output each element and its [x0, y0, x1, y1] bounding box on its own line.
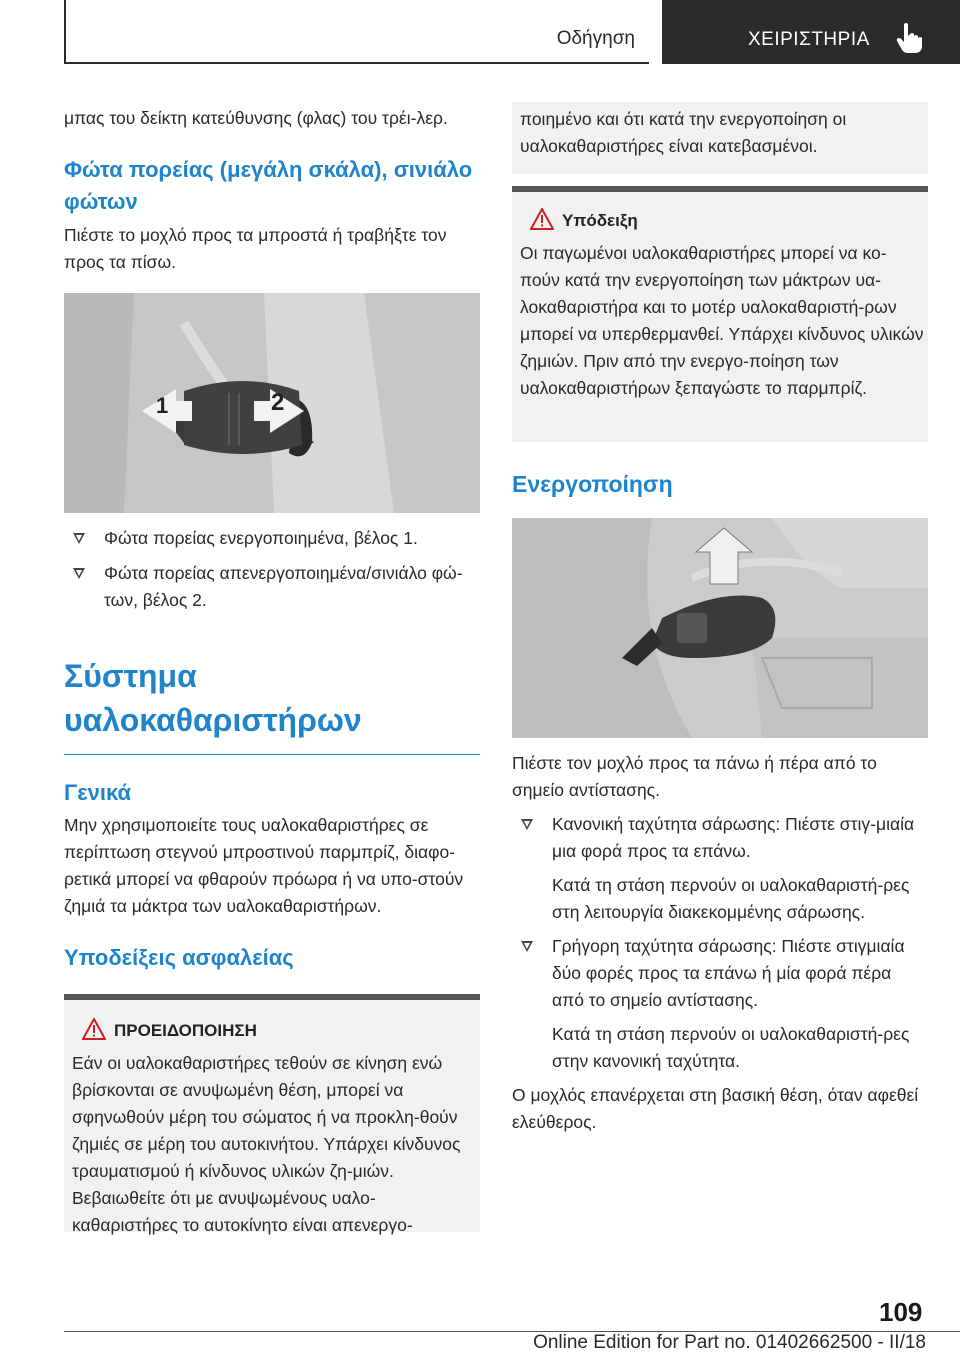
activation-text: Πιέστε τον μοχλό προς τα πάνω ή πέρα από το σημείο αντίστασης. — [512, 753, 877, 800]
list-item: Φώτα πορείας απενεργοποιημένα/σινιάλο φώ-των, βέλος 2. — [64, 560, 480, 614]
triangle-bullet-icon — [521, 819, 533, 830]
warning-triangle-icon — [82, 1018, 106, 1040]
note-text: Οι παγωμένοι υαλοκαθαριστήρες μπορεί να κο-πούν κατά την ενεργοποίηση των μάκτρων υα-λοκαθαριστήρα και το μοτέρ υαλοκαθαριστή-ρων μπορεί να υπερθερμανθεί. Υπάρχει κίνδυνος υλικών ζημιών. Πριν από την ενεργο-ποίηση των υαλοκαθαριστήρων ξεπαγώστε το παρμπρίζ. — [520, 243, 924, 398]
triangle-bullet-icon — [73, 568, 85, 579]
note-box — [512, 192, 928, 442]
bullet-note: Κατά τη στάση περνούν οι υαλοκαθαριστή-ρες στην κανονική ταχύτητα. — [552, 1024, 910, 1071]
bullet-note: Κατά τη στάση περνούν οι υαλοκαθαριστή-ρες στη λειτουργία διακεκομμένης σάρωσης. — [552, 875, 910, 922]
high-beam-heading: Φώτα πορείας (μεγάλη σκάλα), σινιάλο φώτων — [64, 157, 473, 214]
triangle-bullet-icon — [521, 941, 533, 952]
activation-heading: Ενεργοποίηση — [512, 471, 673, 497]
header-section-box — [64, 0, 649, 64]
page-number: 109 — [879, 1297, 923, 1327]
list-item: Φώτα πορείας ενεργοποιημένα, βέλος 1. — [64, 525, 480, 552]
arrow-label-2: 2 — [271, 389, 285, 416]
footer-edition: Online Edition for Part no. 01402662500 - II/18 — [533, 1332, 926, 1353]
warning-title: ΠΡΟΕΙΔΟΠΟΙΗΣΗ — [114, 1021, 257, 1040]
closing-text: Ο μοχλός επανέρχεται στη βασική θέση, όταν αφεθεί ελεύθερος. — [512, 1085, 919, 1132]
warning-title-row — [72, 1018, 476, 1044]
note-title-row — [520, 208, 924, 234]
safety-heading: Υποδείξεις ασφαλείας — [64, 945, 294, 970]
left-column — [64, 100, 480, 1235]
note-title: Υπόδειξη — [562, 211, 638, 230]
header-section-title: Οδήγηση — [556, 28, 635, 49]
warning-box — [64, 1000, 480, 1235]
wiper-system-heading: Σύστημα υαλοκαθαριστήρων — [64, 658, 362, 738]
warning-box-continued — [512, 102, 928, 174]
list-item: Κανονική ταχύτητα σάρωσης: Πιέστε στιγ-μιαία μια φορά προς τα επάνω. — [512, 811, 928, 865]
high-beam-text: Πιέστε το μοχλό προς τα μπροστά ή τραβήξτε τον προς τα πίσω. — [64, 225, 447, 272]
general-heading: Γενικά — [64, 780, 132, 805]
wiper-lever-photo — [512, 518, 928, 738]
high-beam-lever-photo — [64, 293, 480, 513]
hand-pointer-icon — [892, 20, 928, 56]
warning-triangle-icon — [530, 208, 554, 230]
arrow-label-1: 1 — [156, 393, 169, 418]
heading-rule — [64, 754, 480, 755]
right-column — [512, 100, 928, 1136]
warning-continued-text: ποιημένο και ότι κατά την ενεργοποίηση οι υαλοκαθαριστήρες είναι κατεβασμένοι. — [520, 109, 847, 156]
intro-text: μπας του δείκτη κατεύθυνσης (φλας) του τρέι-λερ. — [64, 108, 448, 128]
general-text: Μην χρησιμοποιείτε τους υαλοκαθαριστήρες σε περίπτωση στεγνού μπροστινού παρμπρίζ, διαφο-ρετικά μπορεί να φθαρούν πρόωρα ή να υπο-στούν ζημιά τα μάκτρα των υαλοκαθαριστήρων. — [64, 815, 464, 916]
header-chapter-box — [662, 0, 960, 64]
header-chapter-title: ΧΕΙΡΙΣΤΗΡΙΑ — [748, 29, 870, 50]
triangle-bullet-icon — [73, 533, 85, 544]
list-item: Γρήγορη ταχύτητα σάρωσης: Πιέστε στιγμιαία δύο φορές προς τα επάνω ή μία φορά πέρα από το σημείο αντίστασης. — [512, 933, 928, 1014]
warning-text: Εάν οι υαλοκαθαριστήρες τεθούν σε κίνηση ενώ βρίσκονται σε ανυψωμένη θέση, μπορεί να σφηνωθούν μέρη του σώματος ή να προκλη-θούν ζημιές σε μέρη του αυτοκινήτου. Υπάρχει κίνδυνος τραυματισμού ή κίνδυνος υλικών ζη-μιών. Βεβαιωθείτε ότι με ανυψωμένους υαλο-καθαριστήρες το αυτοκίνητο είναι απενεργο- — [72, 1053, 461, 1235]
